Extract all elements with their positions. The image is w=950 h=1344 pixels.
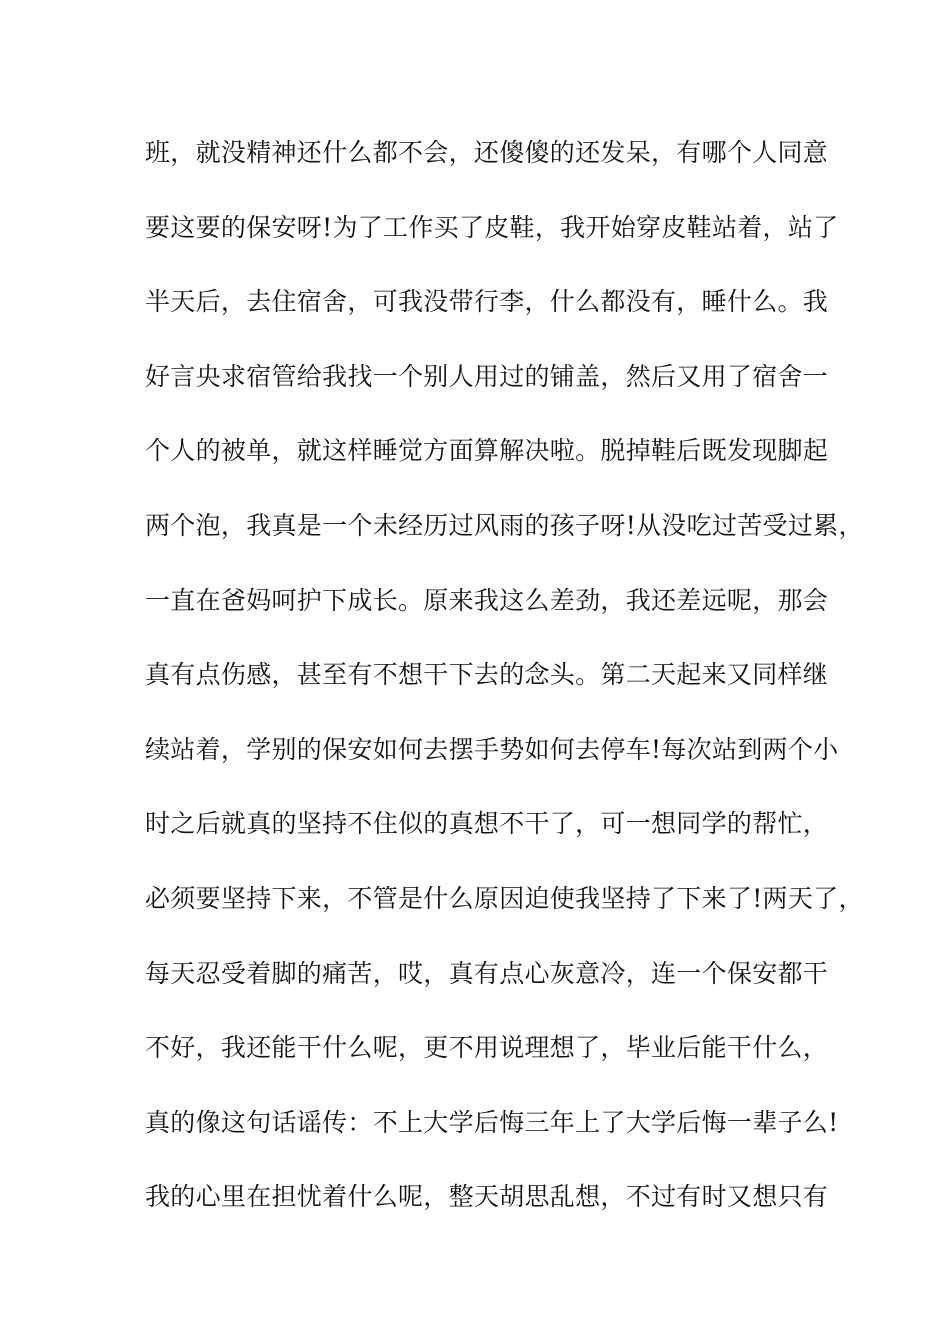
text-line: 真有点伤感，甚至有不想干下去的念头。第二天起来又同样继 [145, 660, 829, 690]
text-line: 不好，我还能干什么呢，更不用说理想了，毕业后能干什么， [145, 1033, 829, 1063]
text-line: 每天忍受着脚的痛苦，哎，真有点心灰意冷，连一个保安都干 [145, 958, 829, 988]
body-text [145, 132, 864, 1251]
text-line: 要这要的保安呀!为了工作买了皮鞋，我开始穿皮鞋站着，站了 [145, 212, 839, 242]
text-line: 我的心里在担忧着什么呢，整天胡思乱想，不过有时又想只有 [145, 1182, 829, 1212]
text-line: 时之后就真的坚持不住似的真想不干了，可一想同学的帮忙， [145, 809, 829, 839]
text-line: 班，就没精神还什么都不会，还傻傻的还发呆，有哪个人同意 [145, 138, 829, 167]
text-line: 真的像这句话谣传：不上大学后悔三年上了大学后悔一辈子么! [145, 1107, 839, 1137]
text-line: 一直在爸妈呵护下成长。原来我这么差劲，我还差远呢，那会 [145, 585, 829, 615]
text-line: 续站着，学别的保安如何去摆手势如何去停车!每次站到两个小 [145, 734, 839, 764]
text-line: 两个泡，我真是一个未经历过风雨的孩子呀!从没吃过苦受过累， [145, 510, 864, 540]
text-line: 半天后，去住宿舍，可我没带行李，什么都没有，睡什么。我 [145, 287, 829, 317]
text-line: 个人的被单，就这样睡觉方面算解决啦。脱掉鞋后既发现脚起 [145, 436, 829, 466]
text-line: 必须要坚持下来，不管是什么原因迫使我坚持了下来了!两天了， [145, 883, 864, 913]
text-line: 好言央求宿管给我找一个别人用过的铺盖，然后又用了宿舍一 [145, 361, 829, 391]
